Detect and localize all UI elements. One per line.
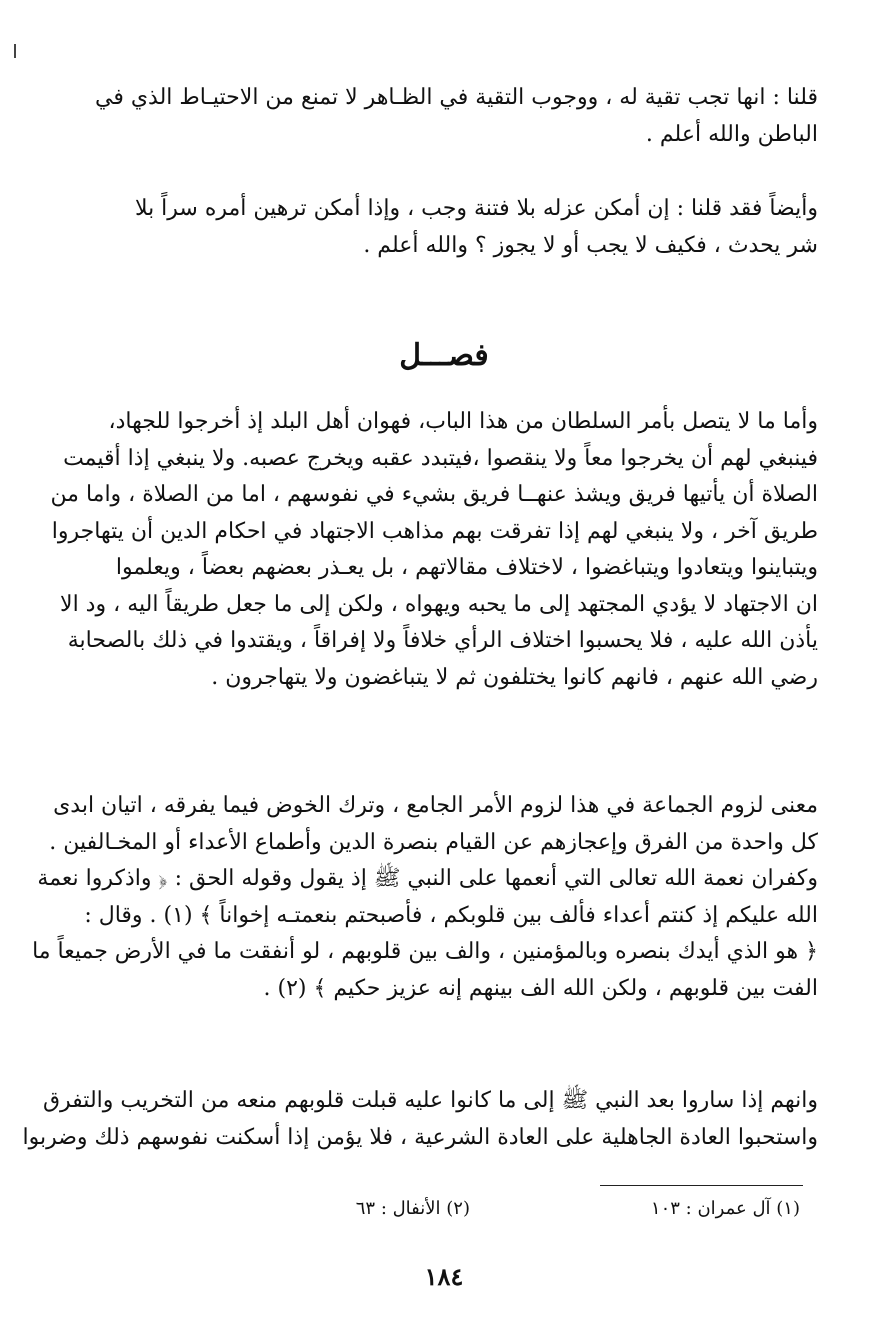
paragraph-2 [60,191,818,264]
text-line: ﴿ هو الذي أيدك بنصره وبالمؤمنين ، والف بين قلوبهم ، لو أنفقت ما في الأرض جميعاً ما [32,939,818,964]
footnote-divider [600,1185,803,1186]
text-line: شر يحدث ، فكيف لا يجب أو لا يجوز ؟ والله أعلم . [363,232,818,258]
text-line: ويتباينوا ويتعادوا ويتباغضوا ، لاختلاف مقالاتهم ، بل يعـذر بعضهم بعضاً ، ويعلموا [115,555,818,580]
section-heading: فصـــل [399,338,489,373]
text-line: الباطن والله أعلم . [645,121,818,147]
text-line: طريق آخر ، ولا ينبغي لهم إذا تفرقت بهم مذاهب الاجتهاد في احكام الدين أن يتهاجروا [51,518,818,544]
text-line: قلنا : انها تجب تقية له ، ووجوب التقية في الظـاهر لا تمنع من الاحتيـاط الذي في [94,85,818,110]
margin-mark [14,44,16,58]
text-line: معنى لزوم الجماعة في هذا لزوم الأمر الجامع ، وترك الخوض فيما يفرقه ، اتيان ابدى [53,793,818,818]
paragraph-1 [60,80,818,153]
text-line: كل واحدة من الفرق وإعجازهم عن القيام بنصرة الدين وأطماع الأعداء أو المخـالفين . [49,829,818,855]
text-line: الفت بين قلوبهم ، ولكن الله الف بينهم إنه عزيز حكيم ﴾ (٢) . [263,975,818,1001]
paragraph-5 [22,1083,818,1156]
text-line: يأذن الله عليه ، فلا يحسبوا اختلاف الرأي خلافاً ولا إفراقاً ، ويقتدوا في ذلك بالصحابة [67,628,818,653]
text-line: وانهم إذا ساروا بعد النبي ﷺ إلى ما كانوا عليه قبلت قلوبهم منعه من التخريب والتفرق [42,1088,818,1113]
footnote-2: (٢) الأنفال : ٦٣ [355,1198,470,1219]
text-line: ان الاجتهاد لا يؤدي المجتهد إلى ما يحبه ويهواه ، ولكن إلى ما جعل طريقاً اليه ، ود الا [60,591,818,617]
paragraph-3 [50,404,818,696]
text-line: الله عليكم إذ كنتم أعداء فألف بين قلوبكم ، فأصبحتم بنعمتـه إخواناً ﴾ (١) . وقال : [84,902,818,928]
footnote-1: (١) آل عمران : ١٠٣ [650,1198,800,1219]
paragraph-4 [32,788,818,1007]
footnotes [300,1198,800,1228]
text-line: الصلاة أن يأتيها فريق ويشذ عنهــا فريق بشيء في نفوسهم ، اما من الصلاة ، واما من [50,482,818,507]
text-line: وأيضاً فقد قلنا : إن أمكن عزله بلا فتنة وجب ، وإذا أمكن ترهين أمره سراً بلا [134,196,818,221]
text-line: وأما ما لا يتصل بأمر السلطان من هذا الباب، فهوان أهل البلد إذ أخرجوا للجهاد، [108,409,818,434]
text-line: واستحبوا العادة الجاهلية على العادة الشرعية ، فلا يؤمن إذا أسكنت نفوسهم ذلك وضربوا [22,1124,818,1150]
text-line: وكفران نعمة الله تعالى التي أنعمها على النبي ﷺ إذ يقول وقوله الحق : ﴿ واذكروا نعمة [37,866,818,891]
text-line: فينبغي لهم أن يخرجوا معاً ولا ينقصوا ،فيتبدد عقبه ويخرج عصبه. ولا ينبغي إذا أقيمت [63,445,818,471]
page-number: ١٨٤ [424,1262,464,1291]
text-line: رضي الله عنهم ، فانهم كانوا يختلفون ثم لا يتباغضون ولا يتهاجرون . [211,664,818,690]
